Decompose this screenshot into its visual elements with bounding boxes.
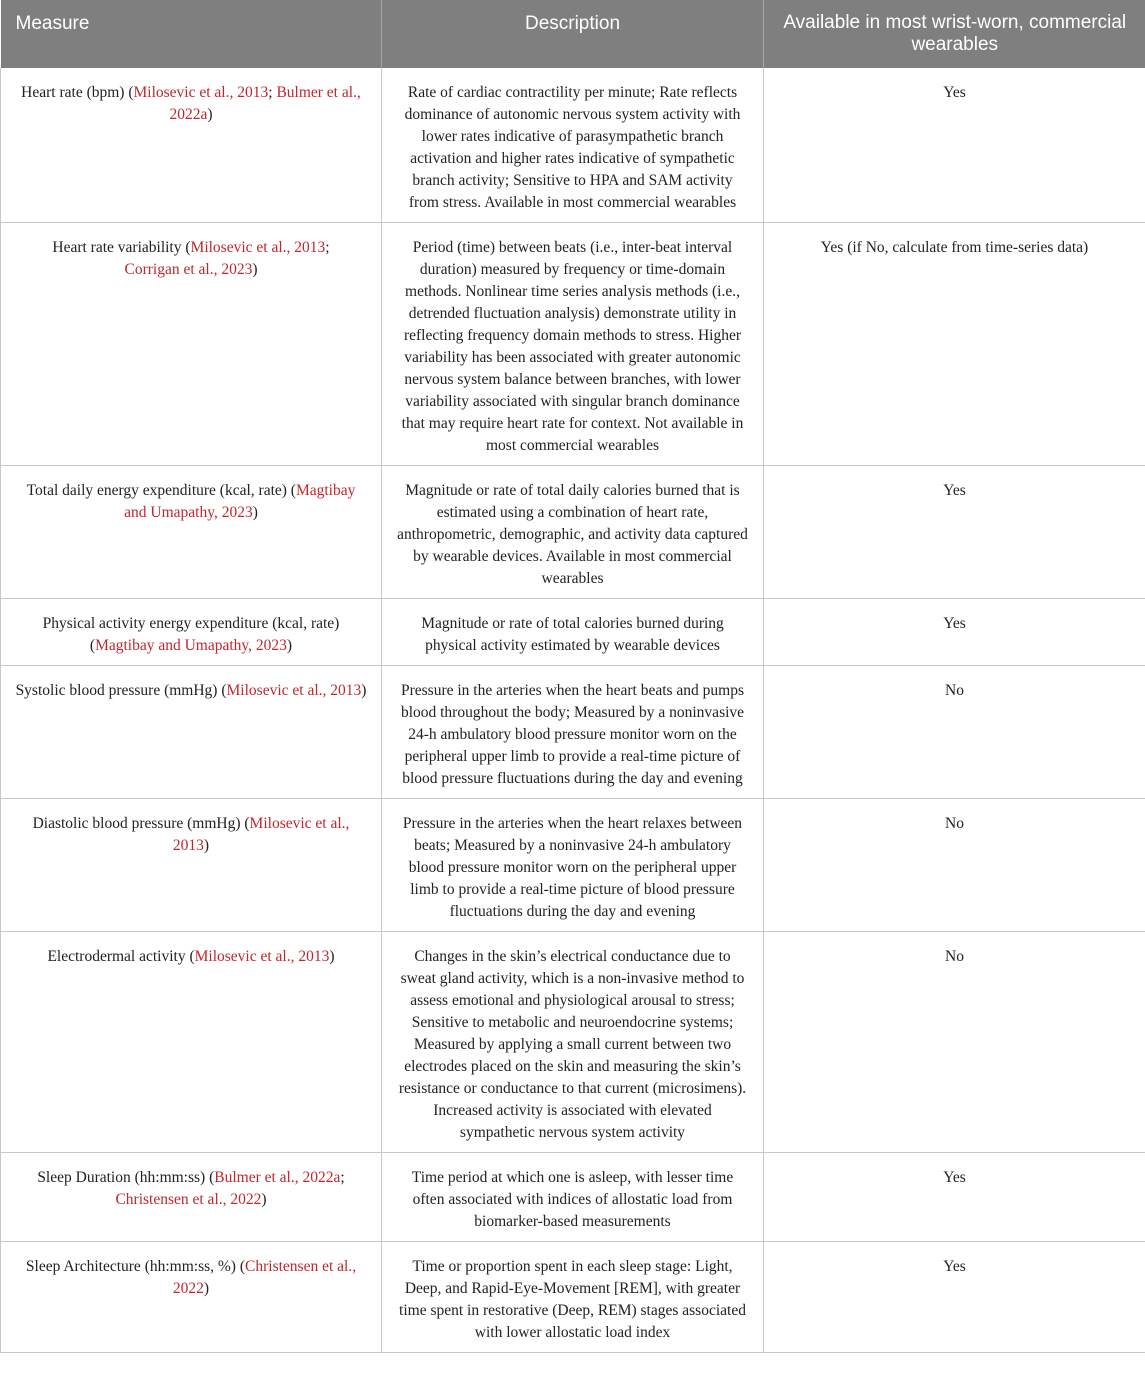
citation-link[interactable]: Bulmer et al., 2022a: [169, 84, 361, 123]
header-row: [1, 0, 1145, 68]
measure-cell: Physical activity energy expenditure (kcal, rate) (Magtibay and Umapathy, 2023): [1, 599, 382, 666]
description-cell: Pressure in the arteries when the heart beats and pumps blood throughout the body; Measured by a noninvasive 24-h ambulatory blood pressure monitor worn on the peripheral upper limb to provide a real-time picture of blood pressure fluctuations during the day and evening: [382, 666, 764, 799]
available-cell: Yes: [764, 68, 1145, 223]
description-cell: Magnitude or rate of total calories burned during physical activity estimated by wearable devices: [382, 599, 764, 666]
citation-link[interactable]: Milosevic et al., 2013: [172, 815, 350, 854]
citation-link[interactable]: Milosevic et al., 2013: [190, 239, 326, 256]
citation-link[interactable]: Christensen et al., 2022: [172, 1258, 357, 1297]
measure-cell: Sleep Duration (hh:mm:ss) (Bulmer et al., 2022a; Christensen et al., 2022): [1, 1153, 382, 1242]
available-cell: Yes: [764, 1153, 1145, 1242]
description-cell: Changes in the skin’s electrical conductance due to sweat gland activity, which is a non-invasive method to assess emotional and physiological arousal to stress; Sensitive to metabolic and neuroendocrine systems; Measured by applying a small current between two electrodes placed on the skin and measuring the skin’s resistance or conductance to that current (microsimens). Increased activity is associated with elevated sympathetic nervous system activity: [382, 932, 764, 1153]
description-cell: Pressure in the arteries when the heart relaxes between beats; Measured by a noninvasive 24-h ambulatory blood pressure monitor worn on the peripheral upper limb to provide a real-time picture of blood pressure fluctuations during the day and evening: [382, 799, 764, 932]
citation-link[interactable]: Bulmer et al., 2022a: [214, 1169, 341, 1186]
description-cell: Rate of cardiac contractility per minute; Rate reflects dominance of autonomic nervous system activity with lower rates indicative of parasympathetic branch activation and higher rates indicative of sympathetic branch activity; Sensitive to HPA and SAM activity from stress. Available in most commercial wearables: [382, 68, 764, 223]
measure-cell: Heart rate (bpm) (Milosevic et al., 2013; Bulmer et al., 2022a): [1, 68, 382, 223]
measure-cell: Heart rate variability (Milosevic et al., 2013; Corrigan et al., 2023): [1, 223, 382, 466]
table-row: [1, 599, 1145, 666]
citation-link[interactable]: Christensen et al., 2022: [115, 1191, 262, 1208]
available-cell: No: [764, 666, 1145, 799]
citation-link[interactable]: Milosevic et al., 2013: [226, 682, 362, 699]
available-cell: No: [764, 799, 1145, 932]
description-cell: Time or proportion spent in each sleep stage: Light, Deep, and Rapid-Eye-Movement [REM], with greater time spent in restorative (Deep, REM) stages associated with lower allostatic load index: [382, 1242, 764, 1353]
description-cell: Magnitude or rate of total daily calories burned that is estimated using a combination of heart rate, anthropometric, demographic, and activity data captured by wearable devices. Available in most commercial wearables: [382, 466, 764, 599]
measure-cell: Diastolic blood pressure (mmHg) (Milosevic et al., 2013): [1, 799, 382, 932]
header-available: Available in most wrist-worn, commercial wearables: [764, 0, 1145, 68]
measure-cell: Systolic blood pressure (mmHg) (Milosevic et al., 2013): [1, 666, 382, 799]
citation-link[interactable]: Magtibay and Umapathy, 2023: [95, 637, 287, 654]
description-cell: Period (time) between beats (i.e., inter-beat interval duration) measured by frequency or time-domain methods. Nonlinear time series analysis methods (i.e., detrended fluctuation analysis) demonstrate utility in reflecting frequency domain methods to stress. Higher variability has been associated with greater autonomic nervous system balance between branches, with lower variability associated with singular branch dominance that may require heart rate for context. Not available in most commercial wearables: [382, 223, 764, 466]
table-row: [1, 666, 1145, 799]
available-cell: Yes: [764, 599, 1145, 666]
header-description: Description: [382, 0, 764, 68]
citation-link[interactable]: Magtibay and Umapathy, 2023: [124, 482, 356, 521]
table-row: [1, 1242, 1145, 1353]
table-row: [1, 799, 1145, 932]
measure-cell: Total daily energy expenditure (kcal, rate) (Magtibay and Umapathy, 2023): [1, 466, 382, 599]
description-cell: Time period at which one is asleep, with lesser time often associated with indices of allostatic load from biomarker-based measurements: [382, 1153, 764, 1242]
available-cell: Yes (if No, calculate from time-series data): [764, 223, 1145, 466]
citation-link[interactable]: Milosevic et al., 2013: [133, 84, 269, 101]
measure-cell: Electrodermal activity (Milosevic et al., 2013): [1, 932, 382, 1153]
table-row: [1, 68, 1145, 223]
available-cell: Yes: [764, 1242, 1145, 1353]
table-row: [1, 223, 1145, 466]
table-row: [1, 932, 1145, 1153]
header-measure: Measure: [1, 0, 382, 68]
available-cell: Yes: [764, 466, 1145, 599]
citation-link[interactable]: Corrigan et al., 2023: [124, 261, 253, 278]
table-row: [1, 1153, 1145, 1242]
available-cell: No: [764, 932, 1145, 1153]
citation-link[interactable]: Milosevic et al., 2013: [194, 948, 330, 965]
measure-cell: Sleep Architecture (hh:mm:ss, %) (Christensen et al., 2022): [1, 1242, 382, 1353]
table-row: [1, 466, 1145, 599]
